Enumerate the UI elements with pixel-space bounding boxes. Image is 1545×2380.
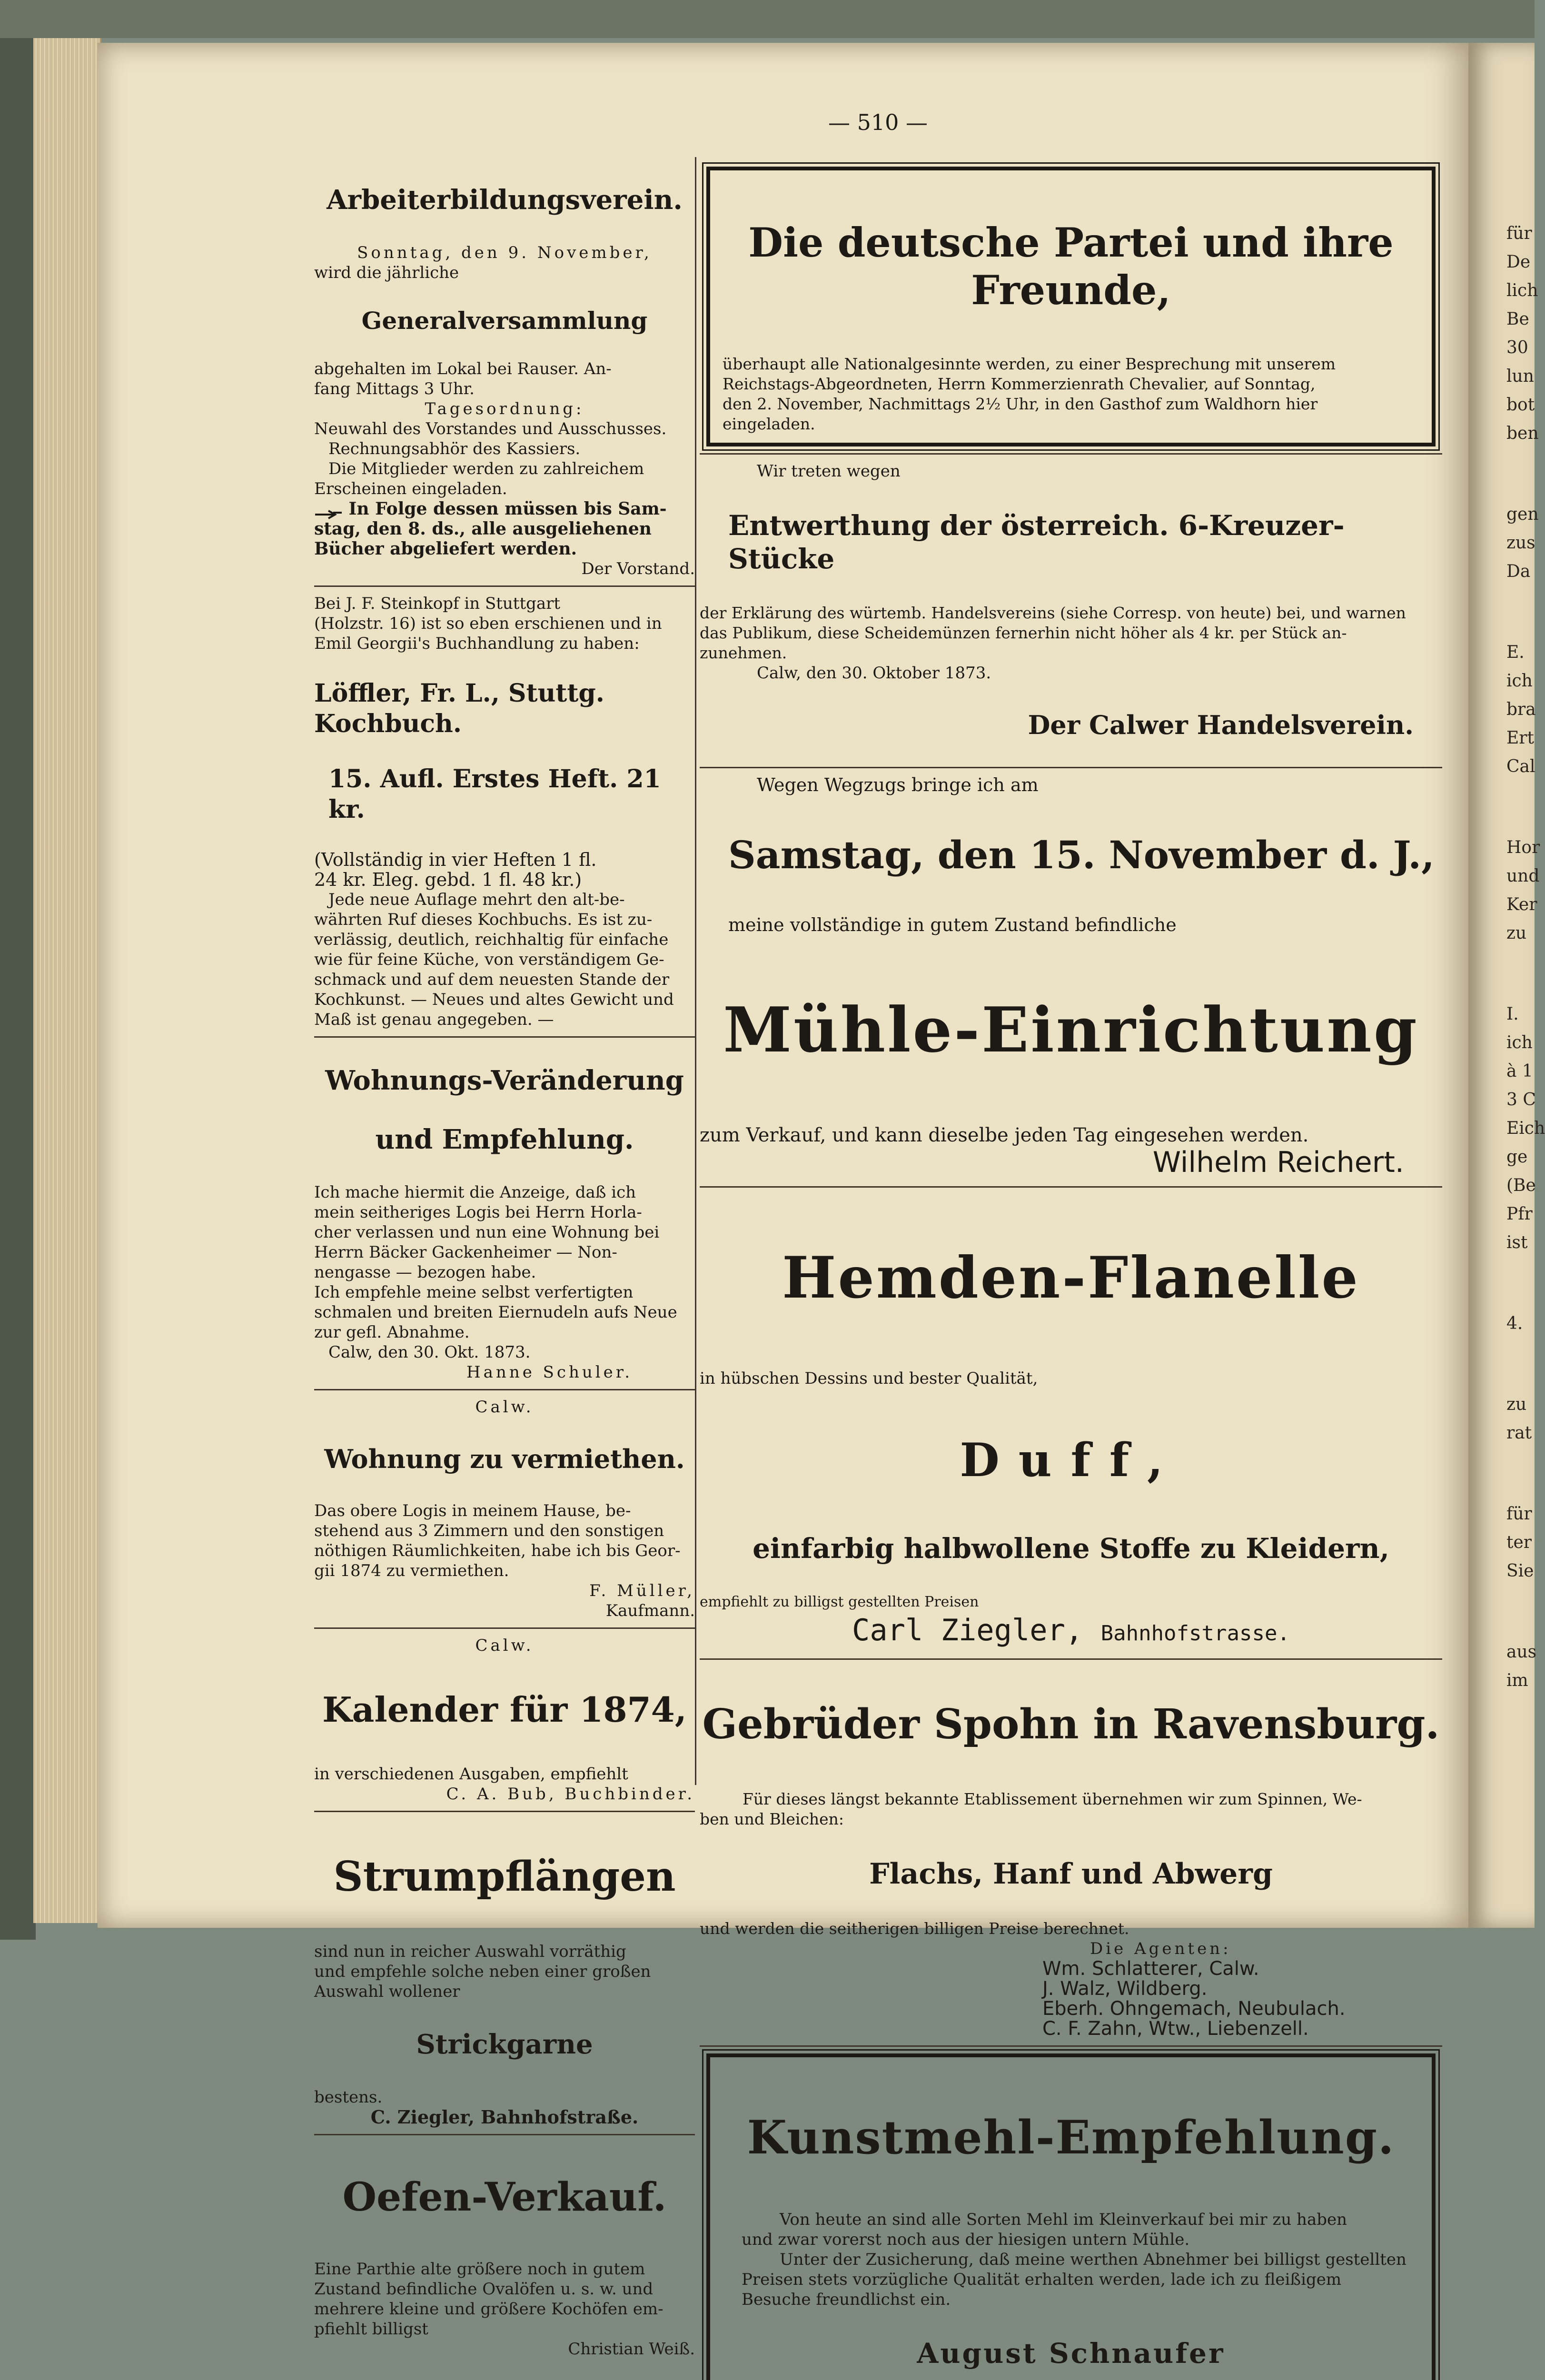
ad-signature: Carl Ziegler, bbox=[852, 1613, 1083, 1647]
ad-deutsche-partei bbox=[706, 167, 1436, 446]
ad-line: Jede neue Auflage mehrt den alt-be- bbox=[328, 890, 625, 909]
ad-line: verlässig, deutlich, reichhaltig für einfache bbox=[314, 930, 669, 949]
ad-line: Auswahl wollener bbox=[314, 1982, 460, 2001]
ad-line: Ich mache hiermit die Anzeige, daß ich bbox=[314, 1183, 636, 1202]
ad-heading: Kunstmehl-Empfehlung. bbox=[747, 2111, 1395, 2164]
ad-line: Von heute an sind alle Sorten Mehl im Kleinverkauf bei mir zu haben bbox=[780, 2210, 1347, 2229]
ad-place: Calw. bbox=[475, 1398, 534, 1417]
next-page-fragment: à 1 bbox=[1506, 1061, 1533, 1081]
ad-line: Maß ist genau angegeben. — bbox=[314, 1010, 554, 1029]
next-page-fragment: Be bbox=[1506, 309, 1529, 329]
ad-line: und empfehle solche neben einer großen bbox=[314, 1962, 651, 1981]
next-page-fragment: Eich bbox=[1506, 1119, 1545, 1138]
next-page-fragment: für bbox=[1506, 1504, 1532, 1524]
ad-line: nengasse — bezogen habe. bbox=[314, 1263, 536, 1282]
ad-line: schmalen und breiten Eiernudeln aufs Neue bbox=[314, 1303, 677, 1322]
ad-heading: Strumpflängen bbox=[333, 1853, 676, 1901]
next-page-fragment: ich bbox=[1506, 1033, 1533, 1052]
right-column bbox=[700, 157, 1442, 2380]
ad-line: Neuwahl des Vorstandes und Ausschusses. bbox=[314, 419, 667, 438]
next-page-fragment: im bbox=[1506, 1671, 1528, 1690]
ad-line: Reichstags-Abgeordneten, Herrn Kommerzienrath Chevalier, auf Sonntag, bbox=[723, 375, 1316, 393]
ad-line: Erscheinen eingeladen. bbox=[314, 479, 507, 498]
ad-strumpflaengen bbox=[314, 1853, 695, 2127]
ad-line: Wir treten wegen bbox=[757, 462, 901, 481]
ad-line: eingeladen. bbox=[723, 415, 815, 433]
pointing-hand-icon bbox=[314, 505, 343, 516]
ad-heading: einfarbig halbwollene Stoffe zu Kleidern, bbox=[753, 1532, 1389, 1565]
ad-line: in verschiedenen Ausgaben, empfiehlt bbox=[314, 1765, 628, 1784]
ad-line: und werden die seitherigen billigen Preise berechnet. bbox=[700, 1919, 1129, 1938]
divider bbox=[314, 1811, 695, 1812]
next-page-fragment: lun bbox=[1506, 367, 1534, 386]
ad-line: zur gefl. Abnahme. bbox=[314, 1323, 470, 1342]
ad-gebrueder-spohn bbox=[700, 1701, 1442, 2039]
next-page-fragment: 30 bbox=[1506, 338, 1528, 357]
ad-signature: F. Müller, bbox=[589, 1581, 695, 1600]
ad-line: Bücher abgeliefert werden. bbox=[314, 539, 577, 559]
ad-line: Sonntag, den 9. November, bbox=[357, 243, 652, 262]
next-page-fragment: lich bbox=[1506, 281, 1538, 300]
ad-heading: Strickgarne bbox=[416, 2029, 593, 2060]
next-page-fragment: bra bbox=[1506, 700, 1536, 719]
ad-kalender bbox=[314, 1636, 695, 1804]
ad-heading: Samstag, den 15. November d. J., bbox=[728, 833, 1435, 877]
next-page-fragment: zus bbox=[1506, 533, 1535, 553]
ad-line: Unter der Zusicherung, daß meine werthen Abnehmer bei billigst gestellten bbox=[780, 2250, 1406, 2269]
ad-address: Bahnhofstrasse. bbox=[1100, 1621, 1290, 1646]
next-page-fragment: Ert bbox=[1506, 728, 1534, 748]
divider bbox=[700, 1186, 1442, 1188]
ad-agent: Eberh. Ohngemach, Neubulach. bbox=[1042, 1998, 1346, 2020]
ad-signature: C. A. Bub, Buchbinder. bbox=[446, 1785, 695, 1804]
ad-line: empfiehlt zu billigst gestellten Preisen bbox=[700, 1594, 979, 1610]
ad-signature: Hanne Schuler. bbox=[466, 1363, 633, 1382]
ad-line: fang Mittags 3 Uhr. bbox=[314, 379, 475, 398]
ad-line: (Holzstr. 16) ist so eben erschienen und in bbox=[314, 614, 662, 633]
next-page-fragment: für bbox=[1506, 224, 1532, 243]
ad-arbeiterbildungsverein bbox=[314, 184, 695, 579]
ad-line: der Erklärung des würtemb. Handelsvereins (siehe Corresp. von heute) bei, und warnen bbox=[700, 604, 1406, 622]
divider bbox=[700, 1658, 1442, 1660]
ad-heading: Wohnungs-Veränderung bbox=[325, 1065, 684, 1096]
next-page-fragment: rat bbox=[1506, 1423, 1532, 1443]
ad-muehle-einrichtung bbox=[700, 775, 1442, 1180]
ad-line: Kochkunst. — Neues und altes Gewicht und bbox=[314, 990, 674, 1009]
ad-heading: Die deutsche Partei und ihre Freunde, bbox=[748, 219, 1394, 314]
ad-line: Die Mitglieder werden zu zahlreichem bbox=[328, 459, 644, 478]
ad-title: Arbeiterbildungsverein. bbox=[327, 184, 683, 216]
ad-heading: Flachs, Hanf und Abwerg bbox=[869, 1857, 1273, 1891]
next-page-fragment: gen bbox=[1506, 505, 1539, 524]
next-page-fragment: Sie bbox=[1506, 1561, 1534, 1581]
ad-agent: J. Walz, Wildberg. bbox=[1042, 1978, 1208, 2000]
next-page-fragment: zu bbox=[1506, 923, 1527, 943]
ad-line: überhaupt alle Nationalgesinnte werden, zu einer Besprechung mit unserem bbox=[723, 355, 1336, 373]
ad-heading: Oefen-Verkauf. bbox=[342, 2174, 667, 2220]
next-page-fragment: I. bbox=[1506, 1004, 1519, 1024]
next-page-fragment: Da bbox=[1506, 562, 1531, 581]
ad-line: bestens. bbox=[314, 2088, 383, 2107]
next-page-fragment: ben bbox=[1506, 424, 1539, 443]
ad-line: währten Ruf dieses Kochbuchs. Es ist zu- bbox=[314, 910, 653, 929]
ad-line: (Vollständig in vier Heften 1 fl. bbox=[314, 849, 597, 870]
divider bbox=[700, 2045, 1442, 2047]
ad-line: zunehmen. bbox=[700, 644, 787, 662]
next-page-fragment: aus bbox=[1506, 1642, 1537, 1662]
ad-kochbuch bbox=[314, 594, 695, 1030]
ad-line: Emil Georgii's Buchhandlung zu haben: bbox=[314, 634, 640, 653]
next-page-fragment: Hor bbox=[1506, 838, 1540, 857]
ad-heading: Mühle-Einrichtung bbox=[723, 993, 1419, 1066]
next-page-fragment: ter bbox=[1506, 1533, 1532, 1552]
ad-heading: Gebrüder Spohn in Ravensburg. bbox=[702, 1700, 1440, 1748]
ad-line: gii 1874 zu vermiethen. bbox=[314, 1561, 509, 1580]
ad-line: meine vollständige in gutem Zustand befindliche bbox=[728, 914, 1177, 935]
ad-place: Calw. bbox=[475, 1636, 534, 1655]
next-page-fragment: ist bbox=[1506, 1233, 1528, 1252]
ad-heading: Hemden-Flanelle bbox=[782, 1244, 1360, 1311]
next-page-edge bbox=[1468, 43, 1545, 1928]
ad-line: Rechnungsabhör des Kassiers. bbox=[328, 439, 581, 458]
next-page-fragment: 4. bbox=[1506, 1314, 1523, 1333]
ad-line: wird die jährliche bbox=[314, 263, 459, 282]
ad-line: Das obere Logis in meinem Hause, be- bbox=[314, 1501, 631, 1520]
ad-kunstmehl-empfehlung bbox=[706, 2053, 1436, 2380]
divider bbox=[314, 1036, 695, 1038]
ad-line: pfiehlt billigst bbox=[314, 2320, 428, 2339]
ad-line: ben und Bleichen: bbox=[700, 1810, 844, 1828]
divider bbox=[700, 767, 1442, 768]
ad-line: stehend aus 3 Zimmern und den sonstigen bbox=[314, 1521, 664, 1540]
ad-wohnung-zu-vermiethen bbox=[314, 1397, 695, 1621]
ad-signature: Christian Weiß. bbox=[568, 2340, 695, 2359]
ad-line: schmack und auf dem neuesten Stande der bbox=[314, 970, 670, 989]
ad-line: Calw, den 30. Okt. 1873. bbox=[328, 1343, 531, 1362]
page-number: — 510 — bbox=[828, 109, 928, 135]
ad-line: Wegen Wegzugs bringe ich am bbox=[757, 774, 1039, 795]
column-divider bbox=[695, 157, 696, 1785]
ad-heading: Entwerthung der österreich. 6-Kreuzer-Stücke bbox=[728, 509, 1345, 575]
divider bbox=[314, 2134, 695, 2135]
ad-agent: C. F. Zahn, Wtw., Liebenzell. bbox=[1042, 2018, 1309, 2040]
book-spine bbox=[0, 29, 36, 1940]
ad-heading: und Empfehlung. bbox=[375, 1124, 634, 1155]
ad-line: das Publikum, diese Scheidemünzen fernerhin nicht höher als 4 kr. per Stück an- bbox=[700, 624, 1347, 642]
ad-hemden-flanelle bbox=[700, 1245, 1442, 1652]
ad-heading: Wohnung zu vermiethen. bbox=[324, 1444, 685, 1474]
ad-signature: August Schnaufer bbox=[917, 2337, 1225, 2370]
ad-agents-label: Die Agenten: bbox=[1090, 1939, 1231, 1958]
next-page-fragment: Ker bbox=[1506, 895, 1537, 914]
ad-heading: 15. Aufl. Erstes Heft. 21 kr. bbox=[328, 764, 661, 824]
background bbox=[0, 0, 1535, 38]
ad-line: Ich empfehle meine selbst verfertigten bbox=[314, 1283, 634, 1302]
ad-line: sind nun in reicher Auswahl vorräthig bbox=[314, 1942, 626, 1961]
next-page-fragment: 3 C bbox=[1506, 1090, 1536, 1110]
next-page-fragment: und bbox=[1506, 866, 1540, 886]
ad-line: nöthigen Räumlichkeiten, habe ich bis Geor- bbox=[314, 1541, 681, 1560]
divider bbox=[700, 453, 1442, 455]
ad-line: stag, den 8. ds., alle ausgeliehenen bbox=[314, 519, 652, 539]
ad-line: Bei J. F. Steinkopf in Stuttgart bbox=[314, 594, 561, 613]
ad-line: Preisen stets vorzügliche Qualität erhalten werden, lade ich zu fleißigem bbox=[742, 2270, 1342, 2289]
next-page-fragment: ich bbox=[1506, 671, 1533, 691]
ad-heading: Kalender für 1874, bbox=[322, 1689, 687, 1730]
next-page-fragment: (Be bbox=[1506, 1176, 1536, 1195]
ad-line: und zwar vorerst noch aus der hiesigen untern Mühle. bbox=[742, 2230, 1190, 2249]
page-edges bbox=[33, 38, 101, 1923]
divider bbox=[314, 1627, 695, 1629]
ad-signature: C. Ziegler, Bahnhofstraße. bbox=[370, 2106, 639, 2128]
ad-entwerthung bbox=[700, 461, 1442, 741]
ad-line: Für dieses längst bekannte Etablissement übernehmen wir zum Spinnen, We- bbox=[743, 1790, 1362, 1808]
ad-line: Besuche freundlichst ein. bbox=[742, 2290, 951, 2309]
next-page-fragment: De bbox=[1506, 252, 1531, 272]
ad-line: mehrere kleine und größere Kochöfen em- bbox=[314, 2300, 664, 2319]
ad-agent: Wm. Schlatterer, Calw. bbox=[1042, 1958, 1259, 1980]
ad-signature: Wilhelm Reichert. bbox=[1152, 1146, 1404, 1179]
ad-heading: Löffler, Fr. L., Stuttg. Kochbuch. bbox=[314, 679, 604, 738]
ad-heading: Generalversammlung bbox=[361, 307, 648, 335]
next-page-fragment: zu bbox=[1506, 1395, 1527, 1414]
ad-line: mein seitheriges Logis bei Herrn Horla- bbox=[314, 1203, 642, 1222]
left-column bbox=[314, 157, 695, 2359]
next-page-fragment: Cal bbox=[1506, 757, 1535, 776]
ad-signature: Der Calwer Handelsverein. bbox=[1028, 710, 1414, 740]
divider bbox=[314, 1389, 695, 1390]
ad-line: in hübschen Dessins und bester Qualität, bbox=[700, 1369, 1038, 1388]
next-page-fragment: bot bbox=[1506, 395, 1535, 415]
ad-line: Eine Parthie alte größere noch in gutem bbox=[314, 2260, 645, 2279]
ad-line: Calw, den 30. Oktober 1873. bbox=[757, 664, 991, 683]
ad-signature: Kaufmann. bbox=[605, 1601, 695, 1620]
ad-line: wie für feine Küche, von verständigem Ge- bbox=[314, 950, 664, 969]
next-page-fragment: E. bbox=[1506, 643, 1525, 662]
ad-line: Herrn Bäcker Gackenheimer — Non- bbox=[314, 1243, 617, 1262]
ad-line: 24 kr. Eleg. gebd. 1 fl. 48 kr.) bbox=[314, 869, 582, 890]
ad-line: cher verlassen und nun eine Wohnung bei bbox=[314, 1223, 660, 1242]
ad-wohnungs-veraenderung bbox=[314, 1064, 695, 1382]
ad-oefen-verkauf bbox=[314, 2174, 695, 2359]
ad-heading: Duff, bbox=[960, 1433, 1182, 1487]
ad-line: den 2. November, Nachmittags 2½ Uhr, in den Gasthof zum Waldhorn hier bbox=[723, 395, 1318, 413]
ad-line: abgehalten im Lokal bei Rauser. An- bbox=[314, 359, 612, 378]
ad-line: Tagesordnung: bbox=[425, 399, 584, 418]
ad-signature: Der Vorstand. bbox=[581, 559, 695, 578]
next-page-fragment: Pfr bbox=[1506, 1204, 1533, 1224]
ad-line: In Folge dessen müssen bis Sam- bbox=[348, 499, 667, 519]
ad-line: zum Verkauf, und kann dieselbe jeden Tag eingesehen werden. bbox=[700, 1124, 1309, 1146]
next-page-fragment: ge bbox=[1506, 1147, 1528, 1167]
ad-line: Zustand befindliche Ovalöfen u. s. w. und bbox=[314, 2280, 654, 2299]
divider bbox=[314, 585, 695, 587]
